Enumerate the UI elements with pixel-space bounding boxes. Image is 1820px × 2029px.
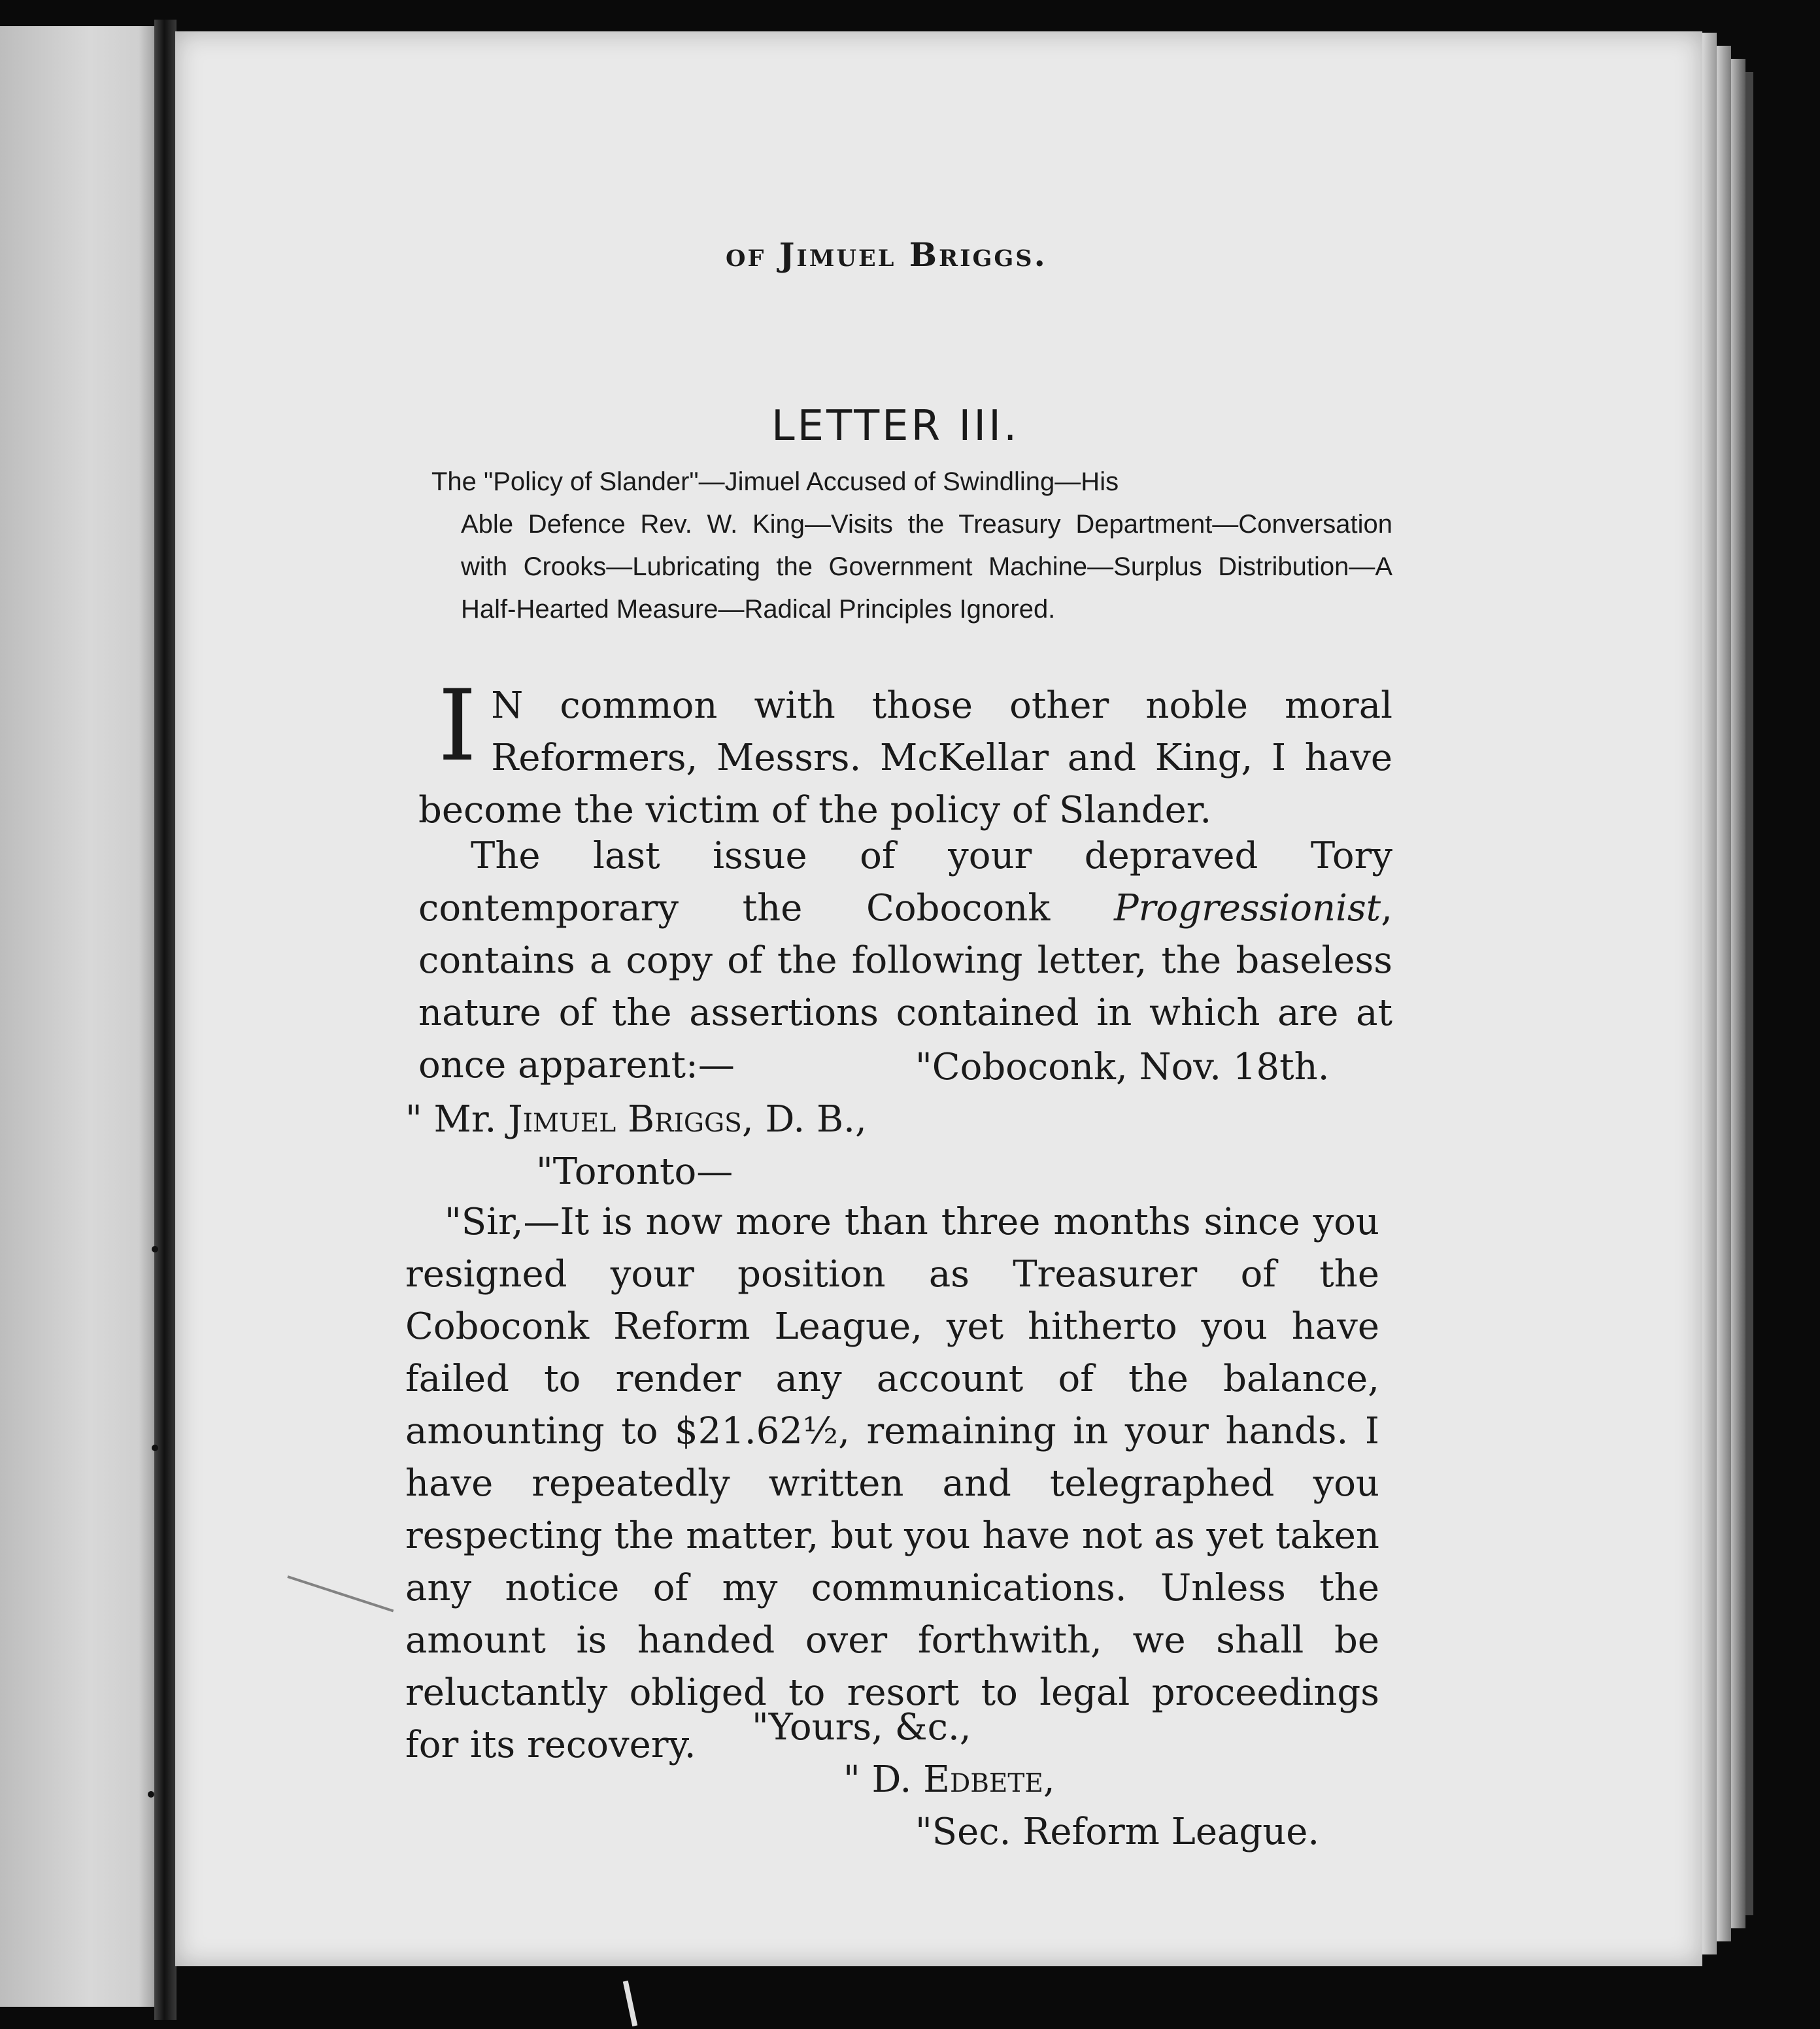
summary-line-rest: Able Defence Rev. W. King—Visits the Treasury Department—Conversation with Crooks—Lubricating the Government Machine—Surplus Distribution—A Half-Hearted Measure—Radical Principles Ignored. [461,510,1392,624]
newspaper-title: Progressionist [1113,887,1381,930]
signature-prefix: " D. [843,1758,924,1801]
page-stack-edge [1702,33,1717,1954]
letter-title: LETTER III. [771,402,1020,450]
paragraph-text: , contains a copy of the following letter, the baseless nature of the assertions contained in which are at once apparent:— [418,887,1392,1086]
signature-suffix: , [1043,1758,1055,1801]
facing-page-edge [0,26,163,2007]
letter-dateline: "Coboconk, Nov. 18th. [915,1046,1330,1088]
summary-line-first: The "Policy of Slander"—Jimuel Accused of Swindling—His [431,467,1119,496]
margin-dot [152,1246,158,1252]
addressee-name: Jimuel Briggs [508,1098,742,1141]
signature-name: Edbete [923,1758,1043,1801]
book-gutter [154,20,177,2020]
running-head: of Jimuel Briggs. [726,235,1047,274]
margin-dot [148,1791,154,1798]
chapter-summary [425,461,1392,631]
margin-dot [152,1445,158,1451]
page-stack-edge [1717,46,1731,1941]
page-stack-edge [1731,59,1745,1928]
letter-place: "Toronto— [536,1150,733,1193]
page-stack-edge [1745,72,1753,1915]
letter-body: "Sir,—It is now more than three months since you resigned your position as Treasurer of the Coboconk Reform League, yet hitherto you have failed to render any account of the balance, amounting to $21.62½, remaining in your hands. I have repeatedly written and telegraphed you respecting the matter, but you have not as yet taken any notice of my communications. Unless the amount is handed over forthwith, we shall be reluctantly obliged to resort to legal proceedings for its recovery. [405,1201,1379,1766]
paragraph-text: The last issue of your depraved Tory contemporary the Coboconk [418,835,1392,930]
letter-closing: "Yours, &c., [752,1706,971,1749]
addressee-suffix: , D. B., [741,1098,867,1141]
paragraph-opening [418,669,1392,837]
signer-title: "Sec. Reform League. [915,1811,1320,1853]
letter-signature [843,1758,1055,1801]
drop-cap: I [438,669,477,783]
letter-addressee [405,1098,867,1141]
addressee-prefix: " Mr. [405,1098,509,1141]
paragraph-opening-text: N common with those other noble moral Reformers, Messrs. McKellar and King, I have become the victim of the policy of Slander. [418,684,1392,831]
